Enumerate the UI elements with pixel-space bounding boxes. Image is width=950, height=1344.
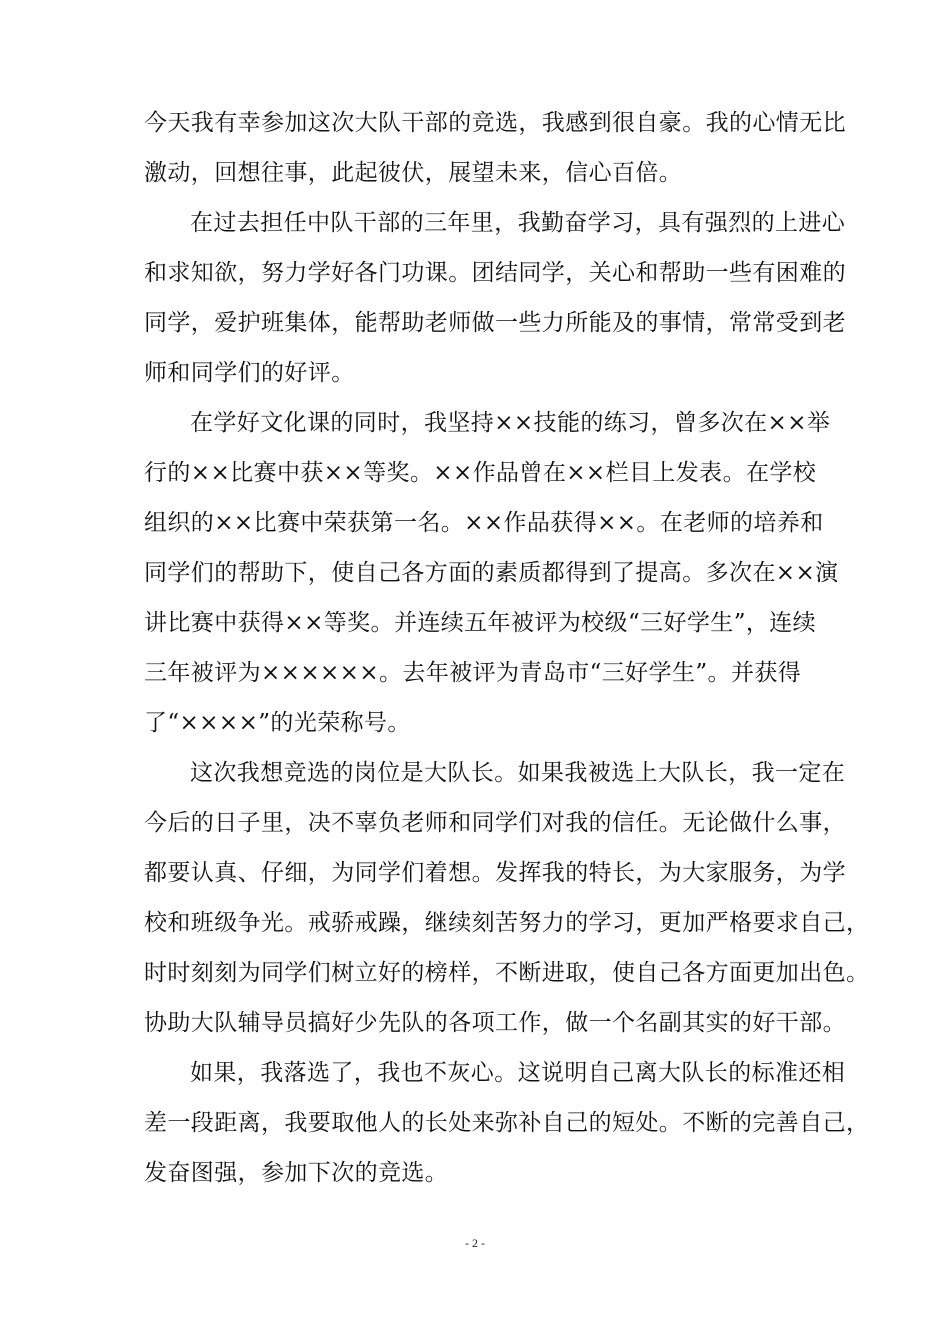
text-line: 师和同学们的好评。 — [144, 360, 355, 386]
text-line: 同学，爱护班集体，能帮助老师做一些力所能及的事情，常常受到老 — [144, 310, 846, 336]
text-line: 同学们的帮助下，使自己各方面的素质都得到了提高。多次在××演 — [144, 560, 839, 586]
paragraph — [144, 1048, 870, 1198]
text-line: 讲比赛中获得××等奖。并连续五年被评为校级“三好学生”，连续 — [144, 610, 817, 636]
paragraph — [144, 198, 846, 398]
text-line: 校和班级争光。戒骄戒躁，继续刻苦努力的学习，更加严格要求自己， — [144, 910, 870, 936]
text-line: 如果，我落选了，我也不灰心。这说明自己离大队长的标准还相 — [190, 1060, 846, 1086]
text-line: 三年被评为××××××。去年被评为青岛市“三好学生”。并获得 — [144, 660, 802, 686]
text-line: 这次我想竞选的岗位是大队长。如果我被选上大队长，我一定在 — [190, 760, 846, 786]
text-line: 行的××比赛中获××等奖。××作品曾在××栏目上发表。在学校 — [144, 460, 817, 486]
text-line: 在过去担任中队干部的三年里，我勤奋学习，具有强烈的上进心 — [190, 210, 846, 236]
text-line: 和求知欲，努力学好各门功课。团结同学，关心和帮助一些有困难的 — [144, 260, 846, 286]
text-line: 今后的日子里，决不辜负老师和同学们对我的信任。无论做什么事， — [144, 810, 846, 836]
paragraph — [144, 748, 870, 1048]
text-line: 协助大队辅导员搞好少先队的各项工作，做一个名副其实的好干部。 — [144, 1010, 846, 1036]
text-line: 组织的××比赛中荣获第一名。××作品获得××。在老师的培养和 — [144, 510, 824, 536]
text-line: 了“××××”的光荣称号。 — [144, 710, 411, 736]
page-number: - 2 - — [465, 1236, 485, 1250]
text-line: 在学好文化课的同时，我坚持××技能的练习，曾多次在××举 — [190, 410, 831, 436]
document-body — [144, 98, 870, 1198]
text-line: 都要认真、仔细，为同学们着想。发挥我的特长，为大家服务，为学 — [144, 860, 846, 886]
text-line: 时时刻刻为同学们树立好的榜样，不断进取，使自己各方面更加出色。 — [144, 960, 870, 986]
paragraph — [144, 98, 846, 198]
text-line: 激动，回想往事，此起彼伏，展望未来，信心百倍。 — [144, 160, 683, 186]
paragraph — [144, 398, 839, 748]
text-line: 今天我有幸参加这次大队干部的竞选，我感到很自豪。我的心情无比 — [144, 110, 846, 136]
text-line: 发奋图强，参加下次的竞选。 — [144, 1160, 449, 1186]
text-line: 差一段距离，我要取他人的长处来弥补自己的短处。不断的完善自己， — [144, 1110, 870, 1136]
